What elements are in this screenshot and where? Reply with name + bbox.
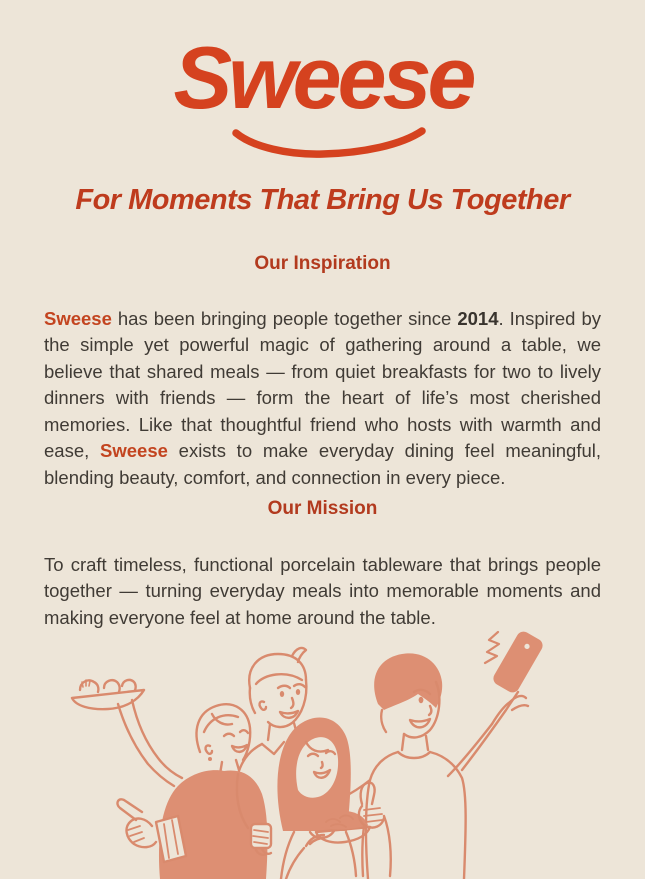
section-heading-mission: Our Mission	[267, 498, 378, 519]
selfie-woman-figure	[277, 717, 390, 879]
text-segment: To craft timeless, functional porcelain tableware that brings people together — turning everyday meals into memorable moments and making everyone feel at home around the table.	[44, 553, 601, 628]
text-segment: . Inspired by the simple yet powerful magic of gathering around a table, we believe that shared meals — from quiet breakfasts for two to lively dinners with friends — form the heart of life’s most cherished memories. Like that thoughtful friend who hosts with warmth and ease,	[44, 307, 601, 461]
text-segment: has been bringing people together since	[111, 307, 458, 329]
text-segment: Sweese	[44, 307, 112, 329]
text-segment: Sweese	[100, 440, 168, 461]
section-heading-inspiration: Our Inspiration	[254, 253, 391, 274]
sweese-logo-icon	[158, 16, 488, 166]
tagline: For Moments That Bring Us Together	[75, 184, 570, 216]
friends-selfie-illustration	[52, 618, 592, 879]
brand-logo	[0, 16, 645, 171]
logo-swoosh	[236, 131, 422, 154]
selfie-man-figure	[342, 629, 545, 879]
logo-wordmark: Sweese	[173, 28, 472, 127]
phone	[491, 629, 545, 695]
text-segment: exists to make everyday dining feel meaningful, blending beauty, comfort, and connection in every piece.	[44, 440, 601, 488]
flash-sparkle	[485, 632, 499, 663]
text-segment: 2014	[457, 307, 499, 329]
inspiration-paragraph	[44, 306, 601, 492]
